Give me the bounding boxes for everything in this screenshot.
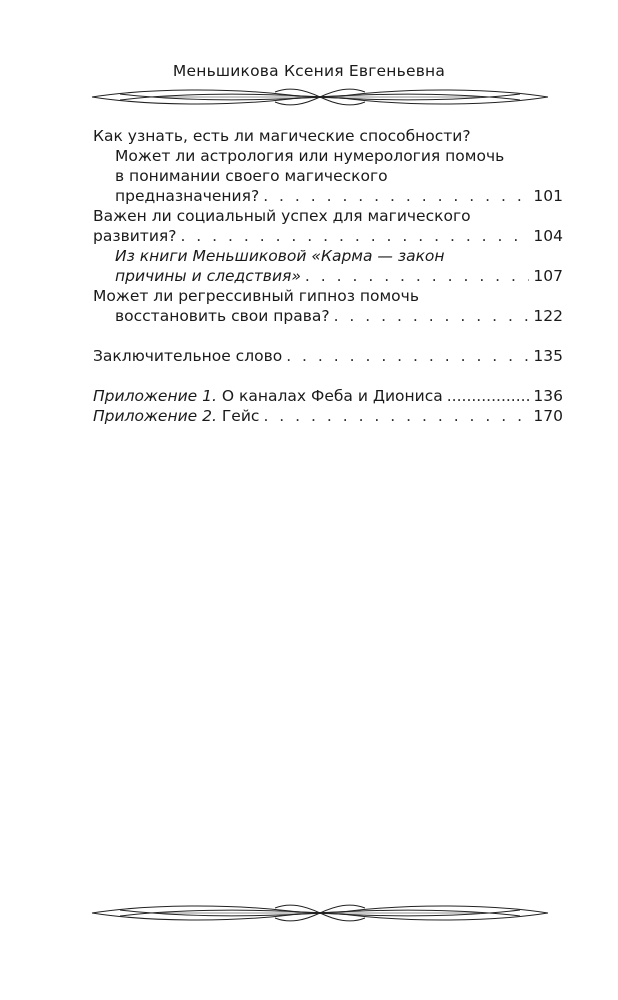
toc-entry-text: предназначения? [115, 187, 260, 205]
toc-entry-final-word[interactable] [93, 346, 563, 366]
toc-entry-q3-line: Может ли регрессивный гипноз помочь [93, 287, 419, 305]
toc-entry-text: Заключительное слово [93, 347, 283, 365]
page-number: 104 [533, 227, 563, 245]
toc-entry-q3[interactable] [93, 306, 563, 326]
page-number: 122 [533, 307, 563, 325]
appendix-prefix: Приложение 2. [93, 407, 217, 425]
toc-entry-text [93, 406, 259, 426]
dot-leader [286, 346, 529, 366]
running-header-author: Меньшикова Ксения Евгеньевна [172, 62, 446, 80]
dot-leader [263, 186, 529, 206]
appendix-title: О каналах Феба и Диониса [221, 387, 443, 405]
page-number: 107 [533, 267, 563, 285]
appendix-prefix: Приложение 1. [93, 387, 217, 405]
toc-entry-q2[interactable] [93, 226, 563, 246]
toc-entry-appendix-1[interactable] [93, 386, 563, 406]
dot-leader [334, 306, 530, 326]
dot-leader [447, 386, 530, 406]
toc-entry-q2-sub-line: Из книги Меньшиковой «Карма — закон [115, 247, 445, 265]
toc-entry-q2-line: Важен ли социальный успех для магического [93, 207, 471, 225]
page-number: 135 [533, 347, 563, 365]
spacer [93, 326, 563, 346]
toc-entry-q1-sub[interactable] [93, 186, 563, 206]
toc-entry-text [93, 386, 443, 406]
dot-leader [263, 406, 529, 426]
dot-leader [305, 266, 529, 286]
toc-entry-q1-title: Как узнать, есть ли магические способности? [93, 127, 471, 145]
toc-entry-q1-sub-line: Может ли астрология или нумерология помочь [115, 147, 505, 165]
ornament-divider-top [90, 84, 550, 110]
table-of-contents [93, 126, 563, 426]
toc-entry-q2-sub[interactable] [93, 266, 563, 286]
ornament-divider-bottom [90, 900, 550, 926]
page-number: 136 [533, 387, 563, 405]
page-number: 101 [533, 187, 563, 205]
toc-entry-text: причины и следствия» [115, 267, 301, 285]
toc-entry-q1-sub-line: в понимании своего магического [115, 167, 388, 185]
spacer [93, 366, 563, 386]
toc-entry-text: развития? [93, 227, 177, 245]
dot-leader [180, 226, 529, 246]
toc-entry-appendix-2[interactable] [93, 406, 563, 426]
toc-entry-text: восстановить свои права? [115, 307, 330, 325]
appendix-title: Гейс [221, 407, 260, 425]
page-number: 170 [533, 407, 563, 425]
